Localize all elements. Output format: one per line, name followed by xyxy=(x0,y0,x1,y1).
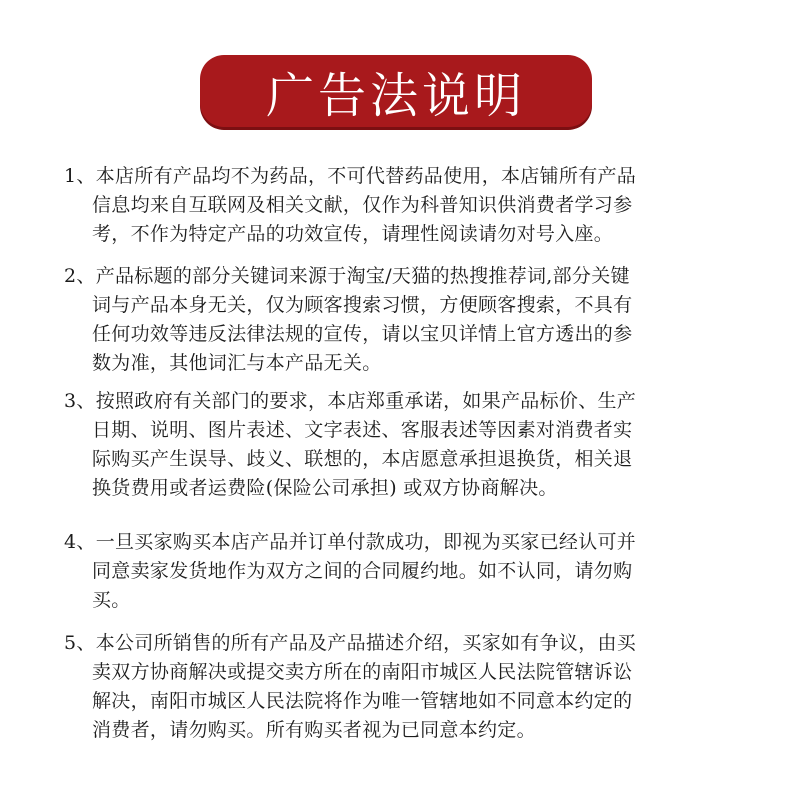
clause-1 xyxy=(64,162,734,249)
clause-4 xyxy=(64,528,734,615)
clause-2-line-4: 数为准，其他词汇与本产品无关。 xyxy=(92,352,382,374)
clause-1-line-2: 信息均来自互联网及相关文献，仅作为科普知识供消费者学习参 xyxy=(92,194,633,216)
clause-4-line-3: 买。 xyxy=(92,589,131,611)
clause-5 xyxy=(64,629,734,745)
clause-1-line-1: 1、本店所有产品均不为药品，不可代替药品使用，本店铺所有产品 xyxy=(64,165,637,187)
clause-5-line-2: 卖双方协商解决或提交卖方所在的南阳市城区人民法院管辖诉讼 xyxy=(92,661,633,683)
clause-2-line-2: 词与产品本身无关，仅为顾客搜索习惯，方便顾客搜索，不具有 xyxy=(92,294,633,316)
clause-4-line-2: 同意卖家发货地作为双方之间的合同履约地。如不认同，请勿购 xyxy=(92,560,633,582)
clause-3-line-4: 换货费用或者运费险(保险公司承担) 或双方协商解决。 xyxy=(92,477,558,499)
clause-5-line-1: 5、本公司所销售的所有产品及产品描述介绍，买家如有争议，由买 xyxy=(64,632,637,654)
clause-3-line-2: 日期、说明、图片表述、文字表述、客服表述等因素对消费者实 xyxy=(92,419,633,441)
clause-3-line-3: 际购买产生误导、歧义、联想的，本店愿意承担退换货，相关退 xyxy=(92,448,633,470)
clause-2-line-3: 任何功效等违反法律法规的宣传，请以宝贝详情上官方透出的参 xyxy=(92,323,633,345)
clause-4-line-1: 4、一旦买家购买本店产品并订单付款成功，即视为买家已经认可并 xyxy=(64,531,637,553)
clause-1-line-3: 考，不作为特定产品的功效宣传，请理性阅读请勿对号入座。 xyxy=(92,223,614,245)
clause-3-text xyxy=(64,387,734,503)
clause-3-line-1: 3、按照政府有关部门的要求，本店郑重承诺，如果产品标价、生产 xyxy=(64,390,637,412)
clause-5-line-3: 解决，南阳市城区人民法院将作为唯一管辖地如不同意本约定的 xyxy=(92,690,633,712)
clause-2-text xyxy=(64,262,734,378)
clause-3 xyxy=(64,387,734,503)
clause-2-line-1: 2、产品标题的部分关键词来源于淘宝/天猫的热搜推荐词,部分关键 xyxy=(64,265,630,287)
clause-5-line-4: 消费者，请勿购买。所有购买者视为已同意本约定。 xyxy=(92,719,536,741)
page-title: 广告法说明 xyxy=(265,67,526,124)
clause-5-text xyxy=(64,629,734,745)
clause-1-text xyxy=(64,162,734,249)
clause-2 xyxy=(64,262,734,378)
clause-4-text xyxy=(64,528,734,615)
